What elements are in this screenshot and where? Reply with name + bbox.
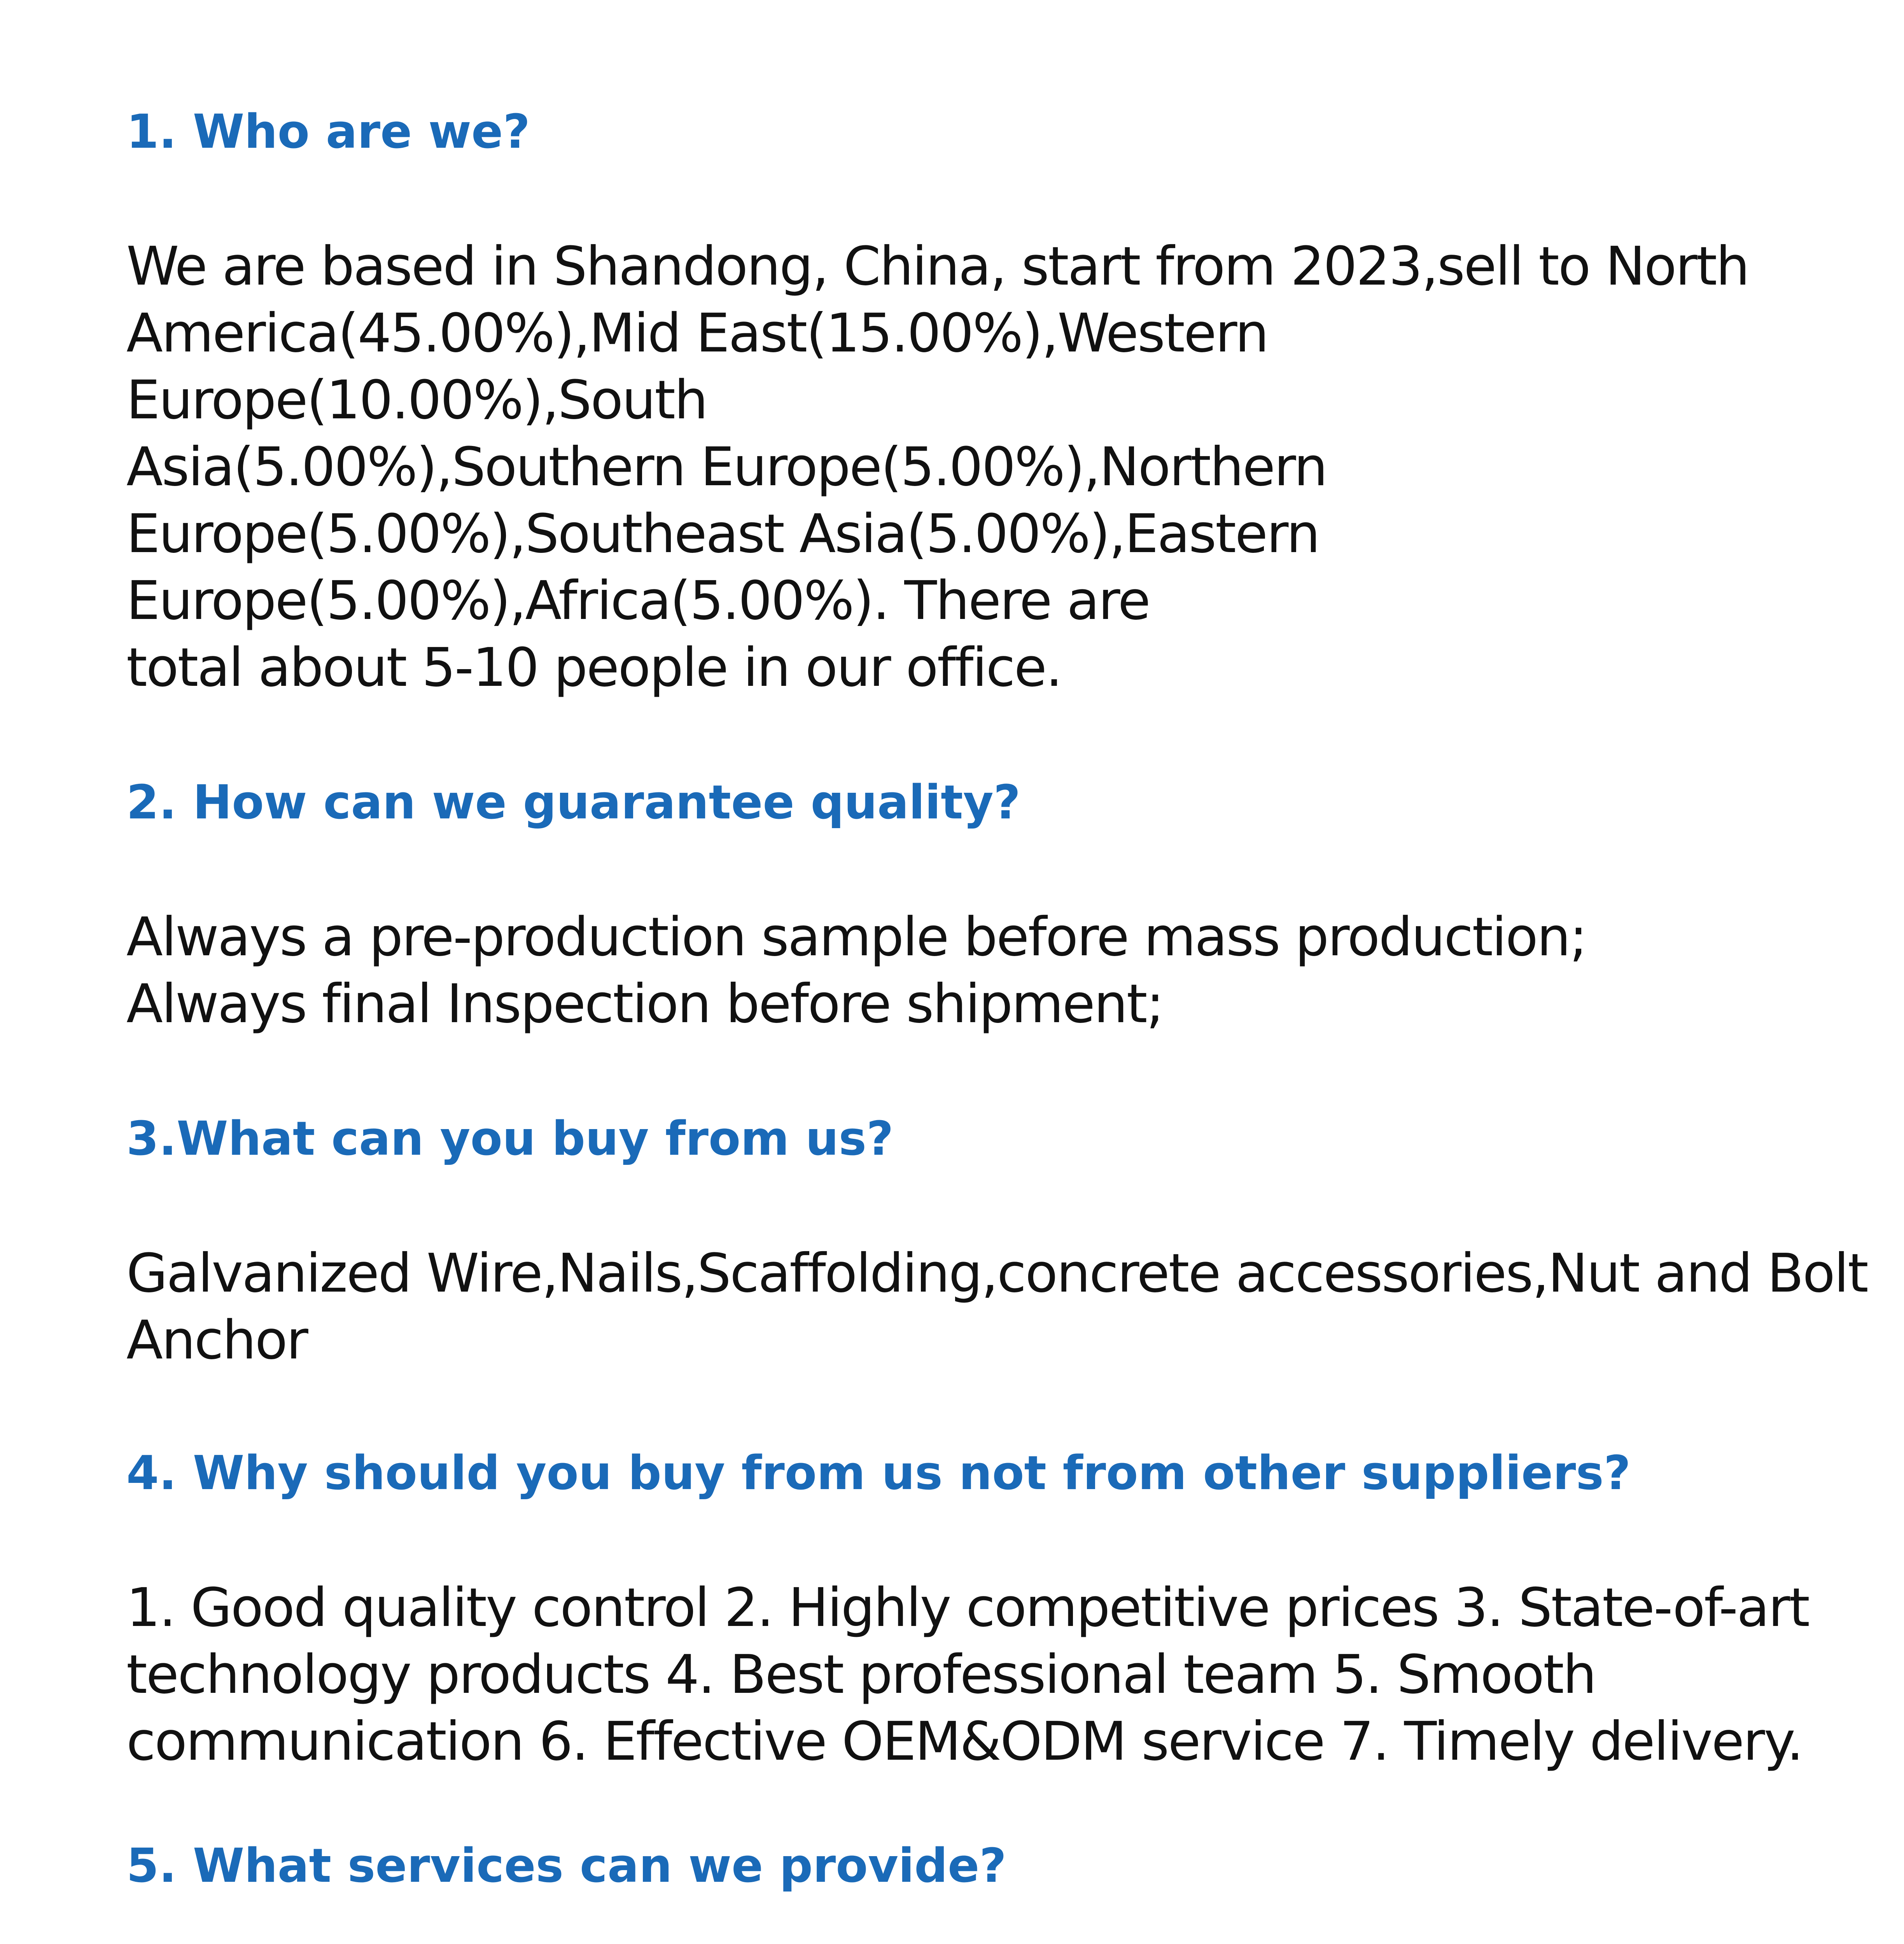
section-1-heading: 1. Who are we? bbox=[126, 105, 530, 159]
section-4-line: communication 6. Effective OEM&ODM service 7. Timely delivery. bbox=[126, 1711, 1802, 1773]
section-2-body bbox=[126, 904, 1586, 1038]
section-1-line: Europe(5.00%),Southeast Asia(5.00%),Eastern bbox=[126, 503, 1319, 565]
section-1-line: America(45.00%),Mid East(15.00%),Western bbox=[126, 302, 1268, 364]
section-2-heading: 2. How can we guarantee quality? bbox=[126, 776, 1021, 830]
section-3-line: Anchor bbox=[126, 1309, 307, 1371]
section-3-heading: 3.What can you buy from us? bbox=[126, 1112, 894, 1166]
section-3-line: Galvanized Wire,Nails,Scaffolding,concrete accessories,Nut and Bolt bbox=[126, 1243, 1867, 1304]
section-3-body bbox=[126, 1240, 1867, 1374]
section-4-body bbox=[126, 1575, 1809, 1775]
section-1-line: Europe(10.00%),South bbox=[126, 369, 707, 431]
section-1-body bbox=[126, 233, 1748, 701]
section-4-heading: 4. Why should you buy from us not from other suppliers? bbox=[126, 1446, 1631, 1500]
section-4-line: technology products 4. Best professional team 5. Smooth bbox=[126, 1644, 1596, 1706]
section-2-line: Always a pre-production sample before mass production; bbox=[126, 906, 1587, 968]
section-5-heading: 5. What services can we provide? bbox=[126, 1839, 1006, 1893]
section-1-line: We are based in Shandong, China, start from 2023,sell to North bbox=[126, 236, 1749, 297]
section-1-line: Asia(5.00%),Southern Europe(5.00%),Northern bbox=[126, 436, 1327, 498]
section-1-line: total about 5-10 people in our office. bbox=[126, 637, 1062, 699]
section-4-line: 1. Good quality control 2. Highly competitive prices 3. State-of-art bbox=[126, 1577, 1809, 1639]
section-2-line: Always final Inspection before shipment; bbox=[126, 973, 1163, 1035]
section-1-line: Europe(5.00%),Africa(5.00%). There are bbox=[126, 570, 1150, 632]
